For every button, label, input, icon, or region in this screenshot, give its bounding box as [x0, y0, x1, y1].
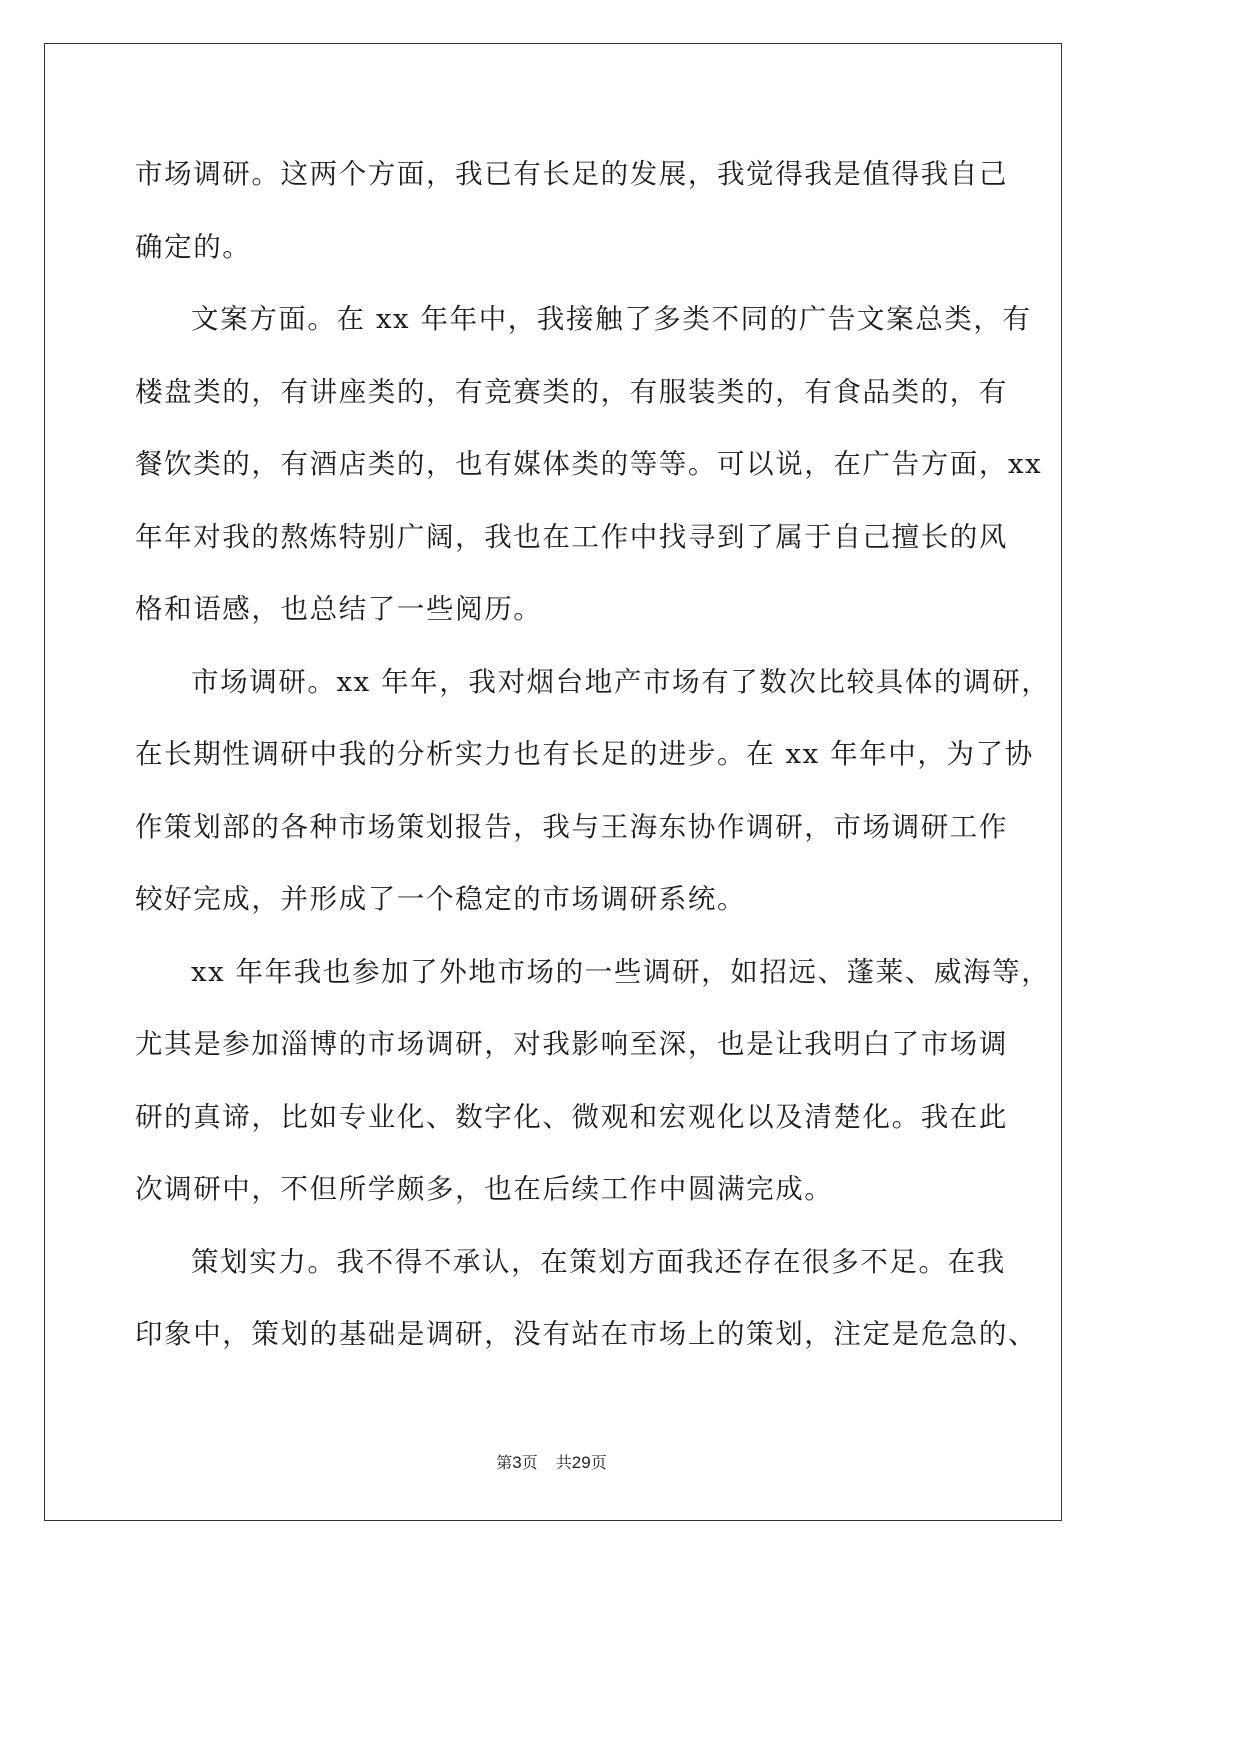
footer-page-prefix: 第 [496, 1453, 513, 1472]
text-line: 印象中，策划的基础是调研，没有站在市场上的策划，注定是危急的、 [135, 1318, 1038, 1350]
text-line: 作策划部的各种市场策划报告，我与王海东协作调研，市场调研工作 [135, 810, 1008, 843]
footer-total-pages: 29 [571, 1453, 591, 1472]
text-line: 年年对我的熬炼特别广阔，我也在工作中找寻到了属于自己擅长的风 [135, 520, 1008, 553]
footer-page-suffix: 页 [521, 1453, 538, 1472]
text-line: 策划实力。我不得不承认，在策划方面我还存在很多不足。在我 [191, 1245, 1006, 1278]
footer-page-number: 3 [512, 1453, 522, 1472]
text-line: 市场调研。这两个方面，我已有长足的发展，我觉得我是值得我自己 [135, 158, 1008, 190]
text-line: 确定的。 [135, 230, 252, 263]
text-line: 在长期性调研中我的分析实力也有长足的进步。在 xx 年年中，为了协 [135, 738, 1034, 770]
text-line: 研的真谛，比如专业化、数字化、微观和宏观化以及清楚化。我在此 [135, 1100, 1008, 1133]
text-line: 较好完成，并形成了一个稳定的市场调研系统。 [135, 883, 747, 915]
footer-total-suffix: 页 [590, 1453, 607, 1472]
text-line: 格和语感，也总结了一些阅历。 [135, 593, 543, 625]
text-line: 文案方面。在 xx 年年中，我接触了多类不同的广告文案总类，有 [191, 303, 1032, 335]
text-line: 餐饮类的，有酒店类的，也有媒体类的等等。可以说，在广告方面，xx [135, 448, 1043, 480]
text-line: 尤其是参加淄博的市场调研，对我影响至深，也是让我明白了市场调 [135, 1028, 1008, 1060]
text-line: 市场调研。xx 年年，我对烟台地产市场有了数次比较具体的调研， [191, 665, 1051, 698]
page-footer [0, 1453, 1103, 1473]
text-line: 次调研中，不但所学颇多，也在后续工作中圆满完成。 [135, 1173, 834, 1205]
footer-total-prefix: 共 [555, 1453, 572, 1472]
text-line: 楼盘类的，有讲座类的，有竞赛类的，有服装类的，有食品类的，有 [135, 375, 1008, 408]
text-line: xx 年年我也参加了外地市场的一些调研，如招远、蓬莱、威海等， [191, 955, 1051, 988]
document-body [135, 138, 1051, 1371]
